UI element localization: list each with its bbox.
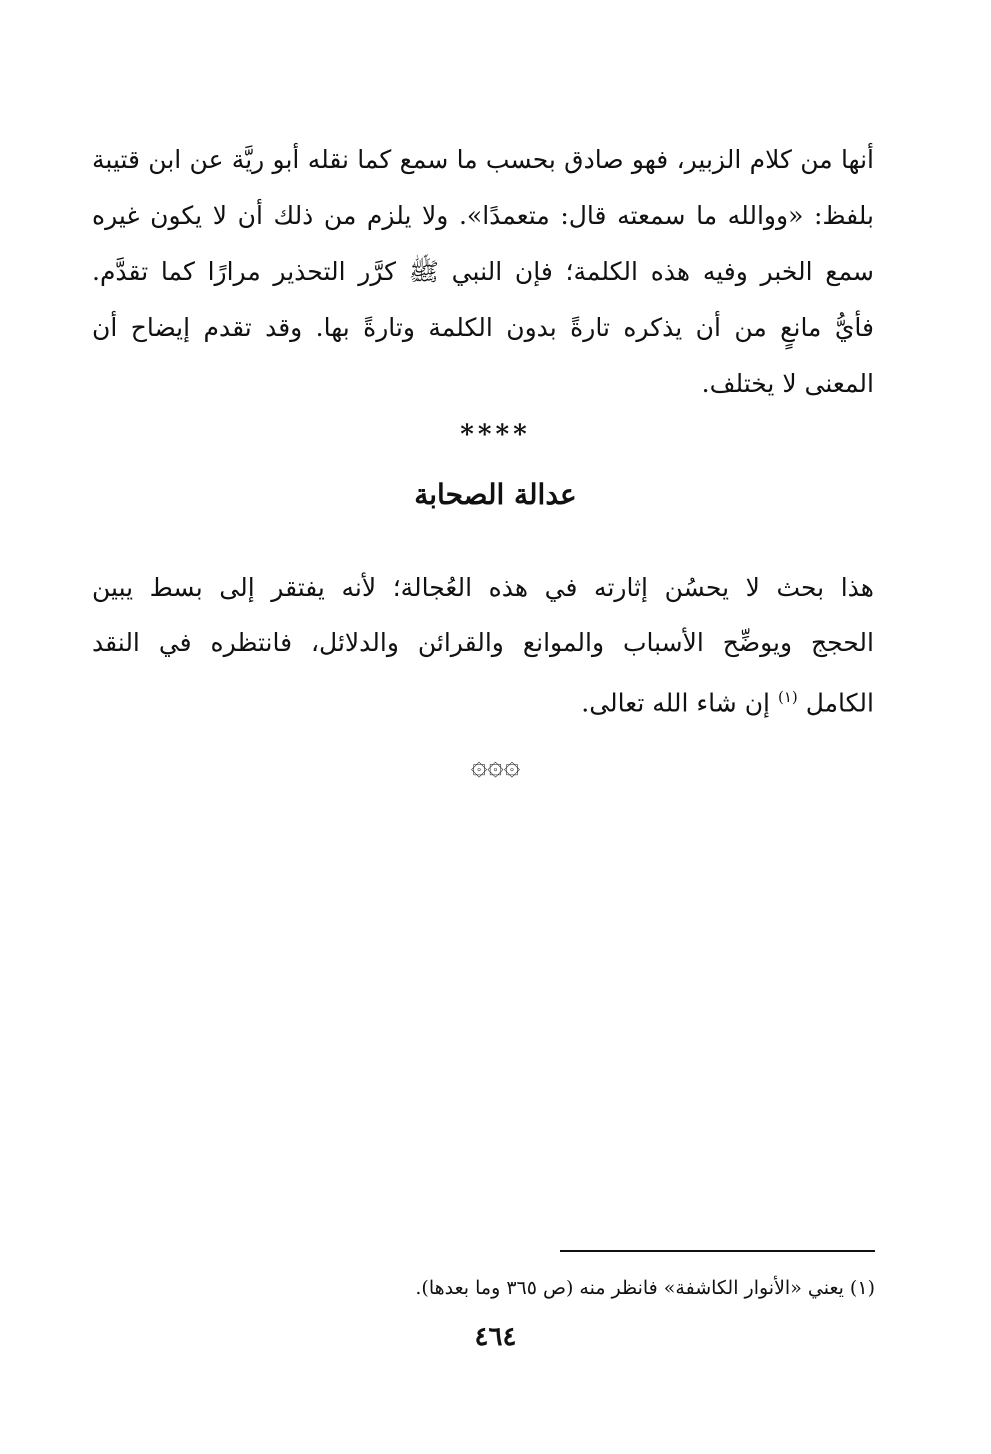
paragraph-2-line-3 xyxy=(92,670,874,725)
paragraph-1-line-2: بلفظ: «ووالله ما سمعته قال: متعمدًا». ولا يلزم من ذلك أن لا يكون غيره xyxy=(92,201,874,230)
section-heading: عدالة الصحابة xyxy=(414,478,577,511)
paragraph-2 xyxy=(92,560,874,725)
paragraph-1-line-5: المعنى لا يختلف. xyxy=(701,369,874,398)
paragraph-2-line-2: الحجج ويوضِّح الأسباب والموانع والقرائن والدلائل، فانتظره في النقد xyxy=(92,628,874,657)
footnote-divider xyxy=(560,1250,875,1252)
asterisk-separator: **** xyxy=(460,420,531,450)
paragraph-2-line-3-text: الكامل xyxy=(805,688,874,718)
page-number: ٤٦٤ xyxy=(474,1322,517,1352)
paragraph-1-line-3: سمع الخبر وفيه هذه الكلمة؛ فإن النبي ﷺ كرَّر التحذير مرارًا كما تقدَّم. xyxy=(92,257,874,286)
footnote-reference: (١) xyxy=(777,688,798,706)
ornament-separator: ۞۞۞ xyxy=(470,748,521,781)
paragraph-1-line-4: فأيُّ مانعٍ من أن يذكره تارةً بدون الكلمة وتارةً بها. وقد تقدم إيضاح أن xyxy=(92,313,874,342)
paragraph-1-line-1: أنها من كلام الزبير، فهو صادق بحسب ما سمع كما نقله أبو ريَّة عن ابن قتيبة xyxy=(92,145,874,174)
paragraph-2-line-1: هذا بحث لا يحسُن إثارته في هذه العُجالة؛ لأنه يفتقر إلى بسط يبين xyxy=(92,573,874,602)
paragraph-2-line-3-tail: إن شاء الله تعالى. xyxy=(581,688,770,718)
paragraph-1 xyxy=(92,132,874,412)
footnote: (١) يعني «الأنوار الكاشفة» فانظر منه (ص ٣٦٥ وما بعدها). xyxy=(415,1277,875,1299)
